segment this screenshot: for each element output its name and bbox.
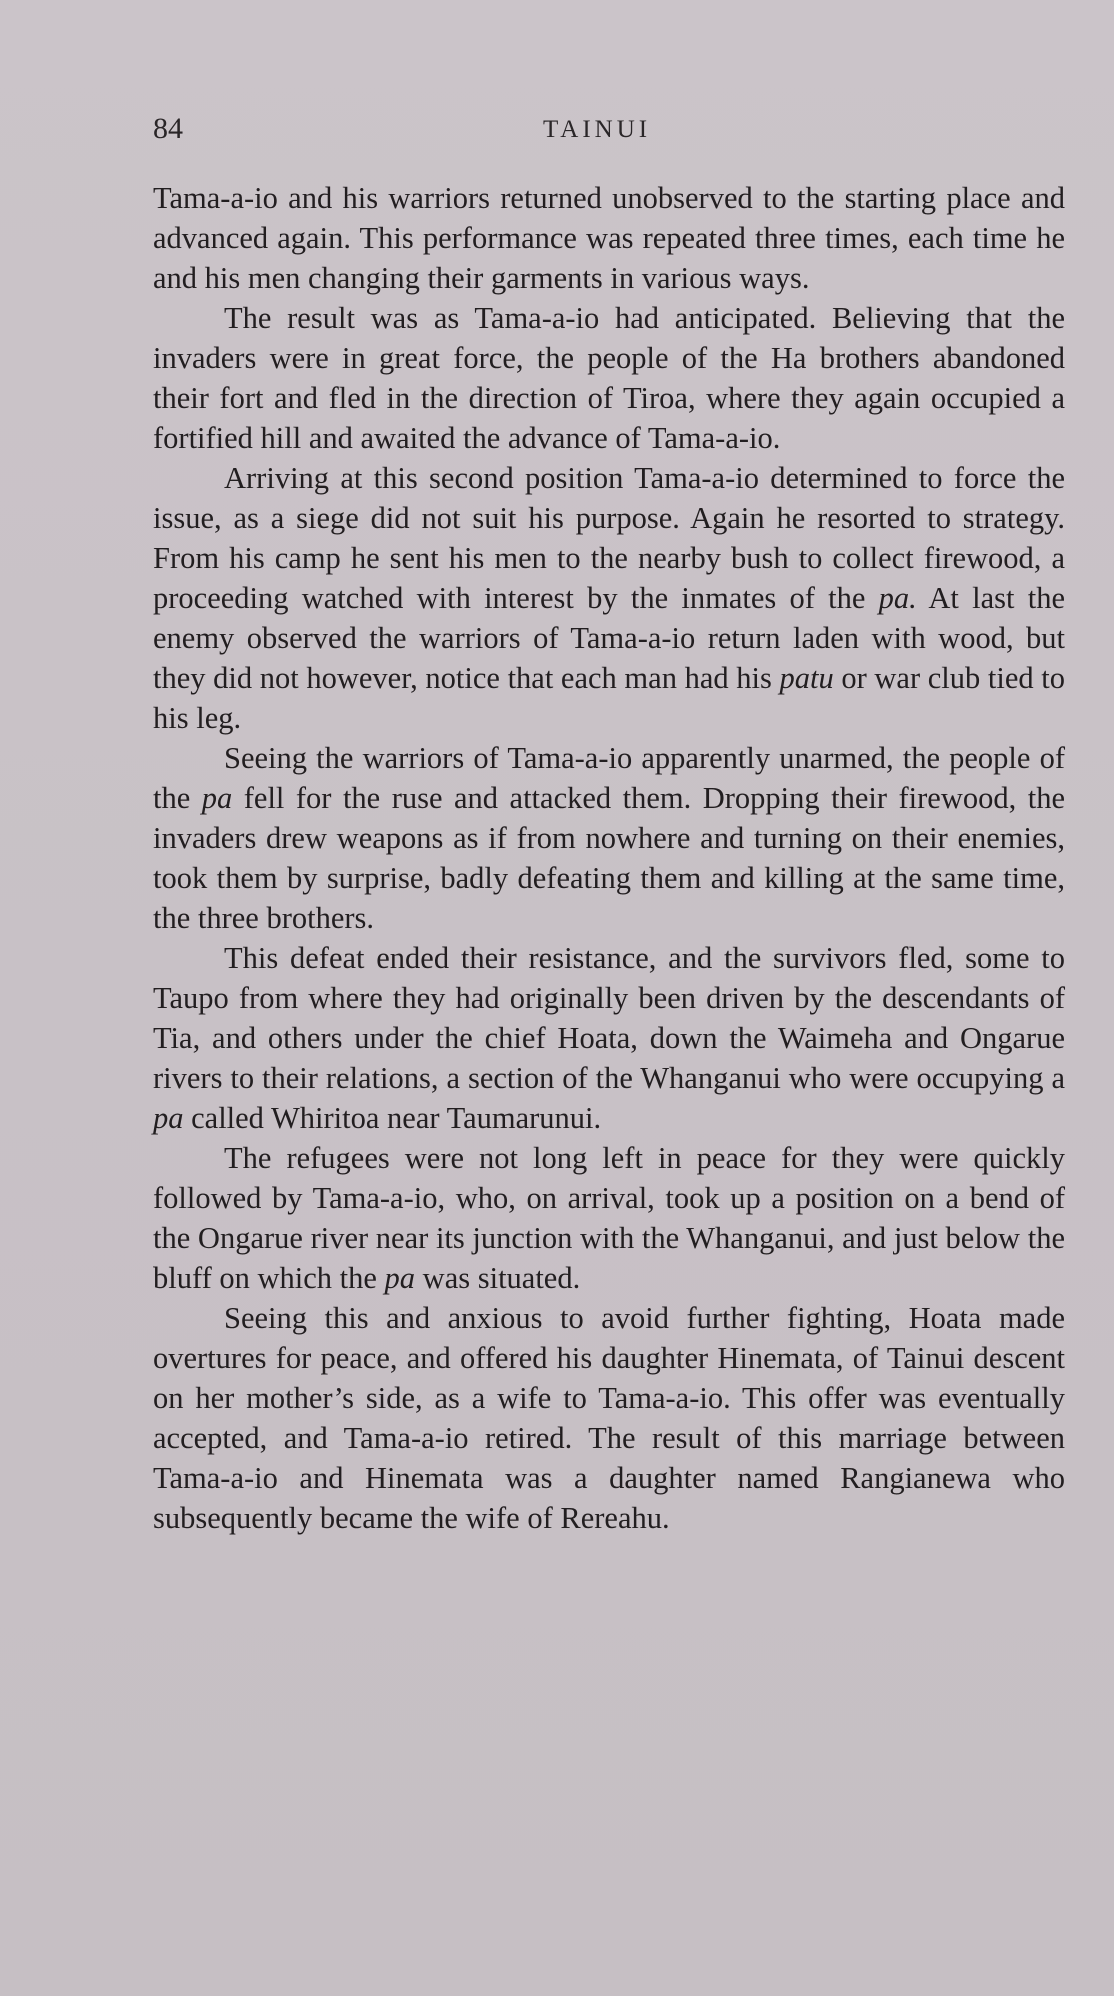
paragraph <box>153 938 1065 1138</box>
paragraph <box>153 1298 1065 1538</box>
text-segment: The refugees were not long left in peace for they were quickly followed by Tama-a-io, who, on arrival, took up a position on a bend of the Ongarue river near its junction with the Whanganui, and just below the bluff on which the <box>153 1141 1065 1295</box>
text-segment: This defeat ended their resistance, and the survivors fled, some to Taupo from where they had originally been driven by the descendants of Tia, and others under the chief Hoata, down the Waimeha and Ongarue rivers to their relations, a section of the Whanganui who were occupying a <box>153 941 1065 1095</box>
text-segment: or war club tied to his leg. <box>153 661 1065 735</box>
italic-term: pa. <box>878 581 917 615</box>
paragraph <box>153 738 1065 938</box>
italic-term: patu <box>779 661 834 695</box>
body-text <box>153 178 1065 1538</box>
page-number: 84 <box>153 112 183 145</box>
running-head: TAINUI <box>543 116 652 143</box>
text-segment: called Whiritoa near Taumarunui. <box>183 1101 602 1135</box>
italic-term: pa <box>153 1101 184 1135</box>
text-segment: Seeing this and anxious to avoid further fighting, Hoata made overtures for peace, and offered his daughter Hinemata, of Tainui descent on her mother’s side, as a wife to Tama-a-io. This offer was eventually accepted, and Tama-a-io retired. The result of this marriage between Tama-a-io and Hinemata was a daughter named Rangianewa who subsequently became the wife of Rereahu. <box>153 1301 1065 1535</box>
text-segment: Arriving at this second position Tama-a-io determined to force the issue, as a siege did not suit his purpose. Again he resorted to strategy. From his camp he sent his men to the nearby bush to collect firewood, a proceeding watched with interest by the inmates of the <box>153 461 1065 615</box>
paragraph <box>153 458 1065 738</box>
paragraph <box>153 178 1065 298</box>
text-segment: At last the enemy observed the warriors of Tama-a-io return laden with wood, but they did not however, notice that each man had his <box>153 581 1065 695</box>
text-segment: fell for the ruse and attacked them. Dropping their firewood, the invaders drew weapons as if from nowhere and turning on their enemies, took them by surprise, badly defeating them and killing at the same time, the three brothers. <box>153 781 1066 935</box>
paragraph <box>153 1138 1065 1298</box>
italic-term: pa <box>201 781 233 815</box>
paragraph <box>153 298 1065 458</box>
page-header <box>153 112 1065 152</box>
italic-term: pa <box>384 1261 416 1295</box>
text-segment: The result was as Tama-a-io had anticipated. Believing that the invaders were in great force, the people of the Ha brothers abandoned their fort and fled in the direction of Tiroa, where they again occupied a fortified hill and awaited the advance of Tama-a-io. <box>153 301 1065 455</box>
text-segment: was situated. <box>415 1261 581 1295</box>
text-segment: Seeing the warriors of Tama-a-io apparently unarmed, the people of the <box>153 741 1065 815</box>
text-segment: Tama-a-io and his warriors returned unobserved to the starting place and advanced again. This performance was repeated three times, each time he and his men changing their garments in various ways. <box>153 181 1065 295</box>
